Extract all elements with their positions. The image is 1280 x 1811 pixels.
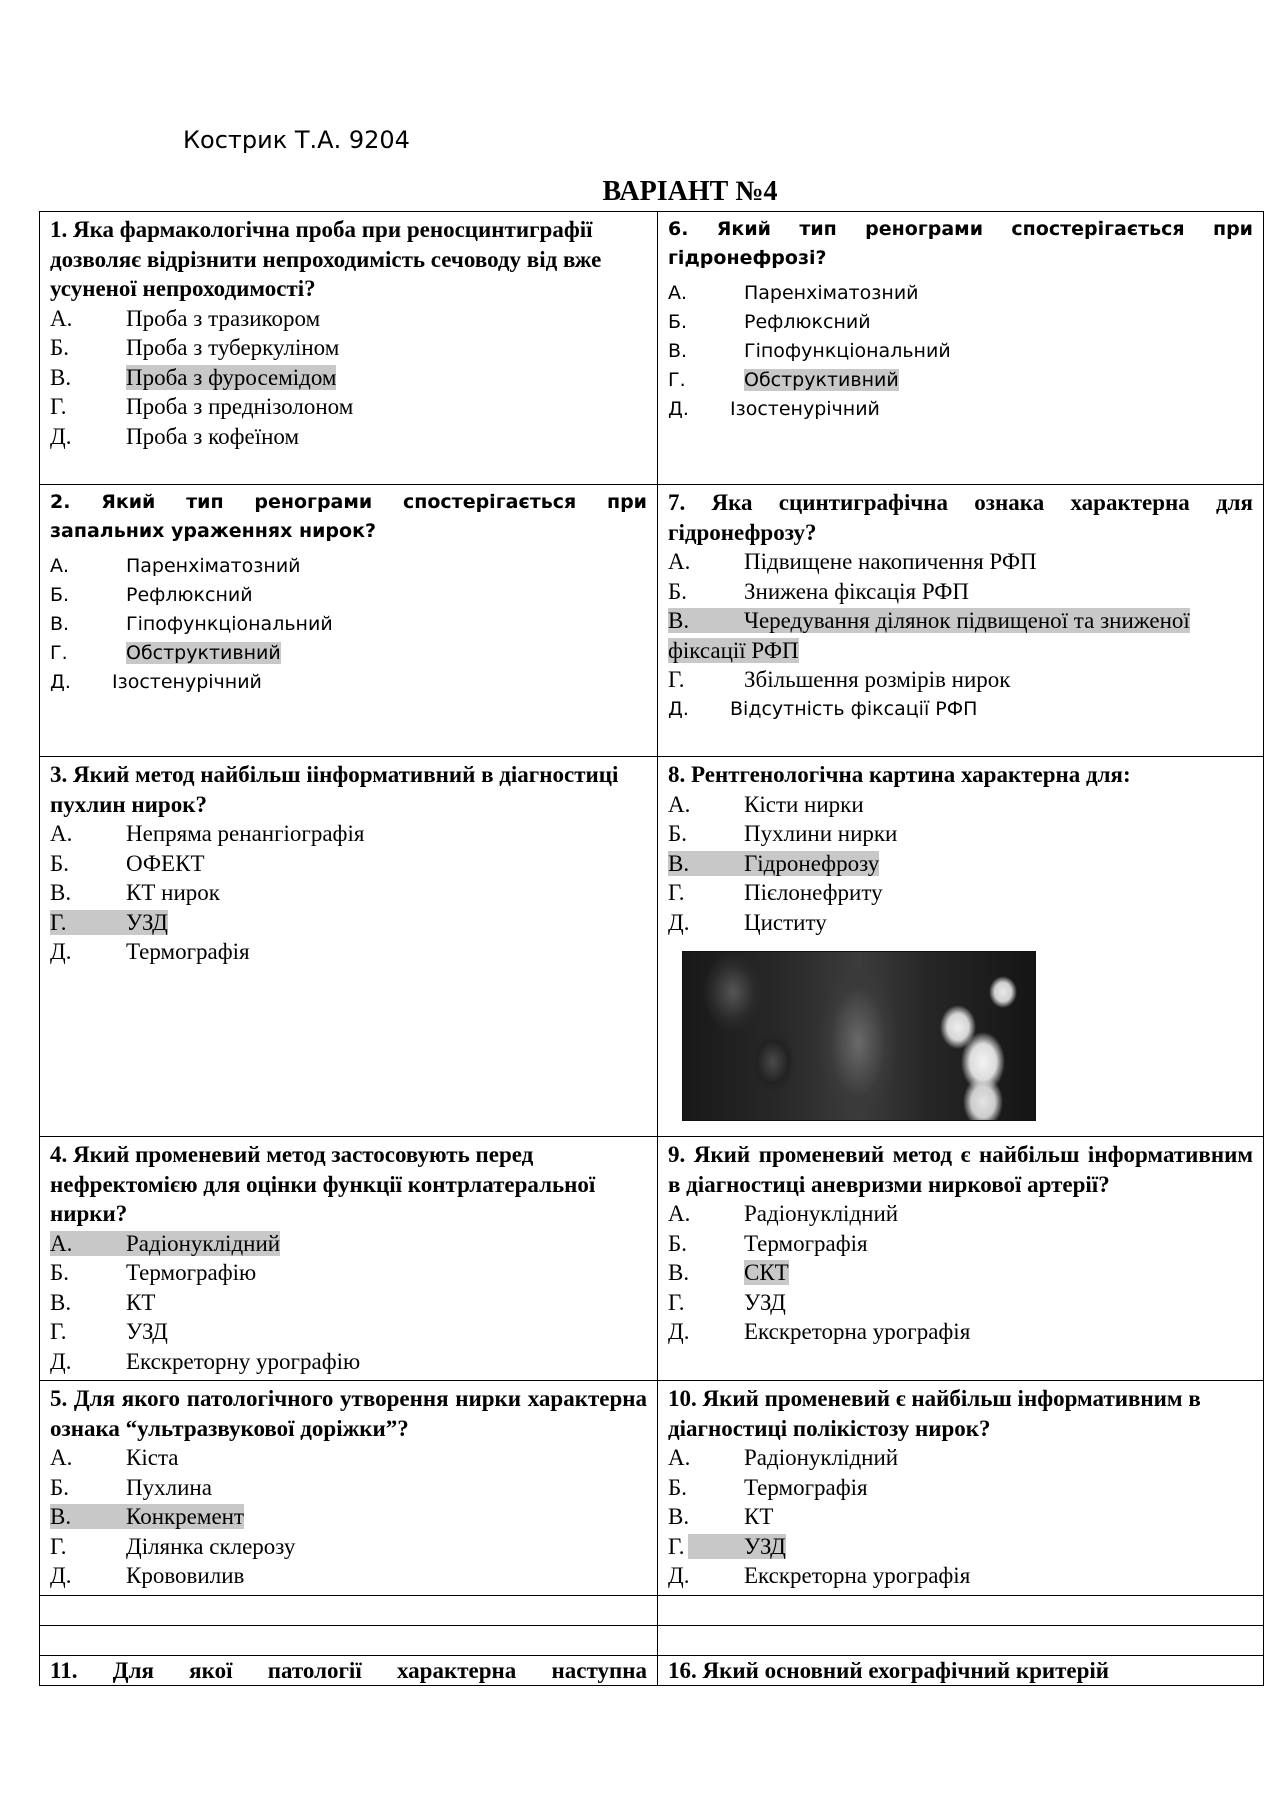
option-c-answer [668,849,1253,879]
question-cell-6 [658,212,1264,485]
empty-cell [40,1595,658,1625]
option-a-answer [50,1229,647,1259]
option-b: Б. Рефлюксний [668,311,871,333]
option-e: Д. Проба з кофеїном [50,423,300,449]
answer-highlight: Обструктивний [126,642,281,664]
question-cell-4 [40,1137,658,1381]
question-text: 3. Який метод найбільш іінформативний в діагностиці пухлин нирок? [50,762,619,817]
option-a: А. Паренхіматозний [668,282,919,304]
option-d-answer: Г. Обструктивний [668,369,899,391]
answer-highlight: УЗД [688,1534,786,1559]
answer-highlight: СКТ [744,1260,789,1285]
answer-highlight: В. Чередування ділянок підвищеної та зниженої фіксації РФП [668,608,1190,663]
option-e: Д. Ізостенурічний [50,671,262,693]
table-row [40,1137,1264,1381]
option-c-answer [668,606,1253,665]
option-e: Д. Крововилив [50,1563,245,1588]
option-a: А. Проба з тразикором [50,305,321,331]
option-e: Д. Циститу [668,909,827,935]
table-row [40,757,1264,1137]
option-c: В. Гіпофункціональний [50,613,333,635]
option-a: А. Непряма ренангіографія [50,821,365,846]
question-cell-2 [40,485,658,757]
empty-cell [658,1595,1264,1625]
option-c: В. Гіпофункціональний [668,340,951,362]
empty-row [40,1625,1264,1655]
question-cell-9 [658,1137,1264,1381]
answer-highlight: А. Радіонуклідний [50,1230,281,1256]
option-b: Б. Пухлини нирки [668,821,898,846]
question-text: 1. Яка фармакологічна проба при реносцинтиграфії дозволяє відрізнити непроходимість сечоводу від вже усуненої непроходимості? [50,217,602,301]
option-d-answer: Г. УЗД [668,1533,786,1559]
empty-cell [658,1625,1264,1655]
question-text: 5. Для якого патологічного утворення нирки характерна ознака “ультразвукової доріжки”? [50,1386,647,1441]
variant-title: ВАРІАНТ №4 [602,176,778,207]
option-a: А. Кісти нирки [668,791,864,817]
xray-image [682,951,1036,1121]
option-b: Б. Термографія [668,1474,868,1500]
option-a: А. Паренхіматозний [50,555,301,577]
option-a: А. Підвищене накопичення РФП [668,549,1037,574]
question-cell-1 [40,212,658,485]
option-b: Б. Рефлюксний [50,584,253,606]
option-b: Б. Знижена фіксація РФП [668,578,970,604]
option-d: Г. Проба з преднізолоном [50,394,354,419]
question-text: 6. Який тип ренограми спостерігається при гідронефрозі? [668,218,1253,269]
question-cell-3 [40,757,658,1137]
option-e: Д. Екскреторна урографія [668,1319,971,1344]
option-b: Б. Пухлина [50,1474,212,1500]
question-text: 7. Яка сцинтиграфічна ознака характерна для гідронефрозу? [668,490,1253,545]
answer-highlight: Проба з фуросемідом [126,364,337,390]
empty-row [40,1595,1264,1625]
option-c-answer [50,1502,647,1532]
option-e: Д. Екскреторна урографія [668,1563,971,1588]
question-text: 16. Який основний ехографічний критерій [668,1657,1110,1683]
option-b: Б. Термографія [668,1230,868,1256]
question-cell-8 [658,757,1264,1137]
question-cell-10 [658,1381,1264,1596]
option-d: Г. Пієлонефриту [668,880,883,905]
question-text: 9. Який променевий метод є найбільш інформативним в діагностиці аневризми ниркової артерії? [668,1142,1253,1197]
option-d: Г. УЗД [50,1319,168,1344]
question-text: 11. Для якої патології характерна наступна [50,1657,647,1683]
option-d: Г. УЗД [668,1289,786,1315]
option-e: Д. Відсутність фіксації РФП [668,697,978,720]
table-row [40,485,1264,757]
option-b: Б. Термографію [50,1260,257,1285]
empty-cell [40,1625,658,1655]
option-d: Г. Збільшення розмірів нирок [668,667,1011,692]
author-name: Кострик Т.А. 9204 [183,126,410,154]
option-b: Б. Проба з туберкуліном [50,335,340,360]
option-d: Г. Ділянка склерозу [50,1533,296,1559]
question-text: 4. Який променевий метод застосовують перед нефректомією для оцінки функції контрлатеральної нирки? [50,1142,596,1226]
question-text: 2. Який тип ренограми спостерігається при запальних ураженнях нирок? [50,491,647,542]
option-c: В. КТ [668,1504,774,1529]
question-cell-16 [658,1655,1264,1686]
option-c-answer: В. СКТ [668,1260,789,1285]
option-c-answer: В. Проба з фуросемідом [50,364,337,390]
option-c: В. КТ [50,1289,156,1315]
option-a: А. Радіонуклідний [668,1201,899,1226]
option-d-answer: Г. Обструктивний [50,642,281,664]
question-text: 8. Рентгенологічна картина характерна для: [668,762,1131,787]
option-e: Д. Ізостенурічний [668,398,880,420]
option-a: А. Кіста [50,1445,179,1470]
question-cell-11 [40,1655,658,1686]
question-text: 10. Який променевий є найбільш інформативним в діагностиці полікістозу нирок? [668,1386,1201,1441]
option-e: Д. Термографія [50,939,250,964]
option-d-answer [50,908,647,938]
table-row [40,212,1264,485]
table-row [40,1381,1264,1596]
questions-table [39,211,1264,1686]
answer-highlight: В. Конкремент [50,1504,245,1529]
question-cell-7 [658,485,1264,757]
answer-highlight: Г. УЗД [50,909,168,935]
table-row [40,1655,1264,1686]
answer-highlight: В. Гідронефрозу [668,850,880,876]
answer-highlight: Обструктивний [744,369,899,391]
option-c: В. КТ нирок [50,880,220,905]
question-cell-5 [40,1381,658,1596]
option-a: А. Радіонуклідний [668,1445,899,1470]
option-e: Д. Екскреторну урографію [50,1348,361,1374]
option-b: Б. ОФЕКТ [50,850,205,876]
